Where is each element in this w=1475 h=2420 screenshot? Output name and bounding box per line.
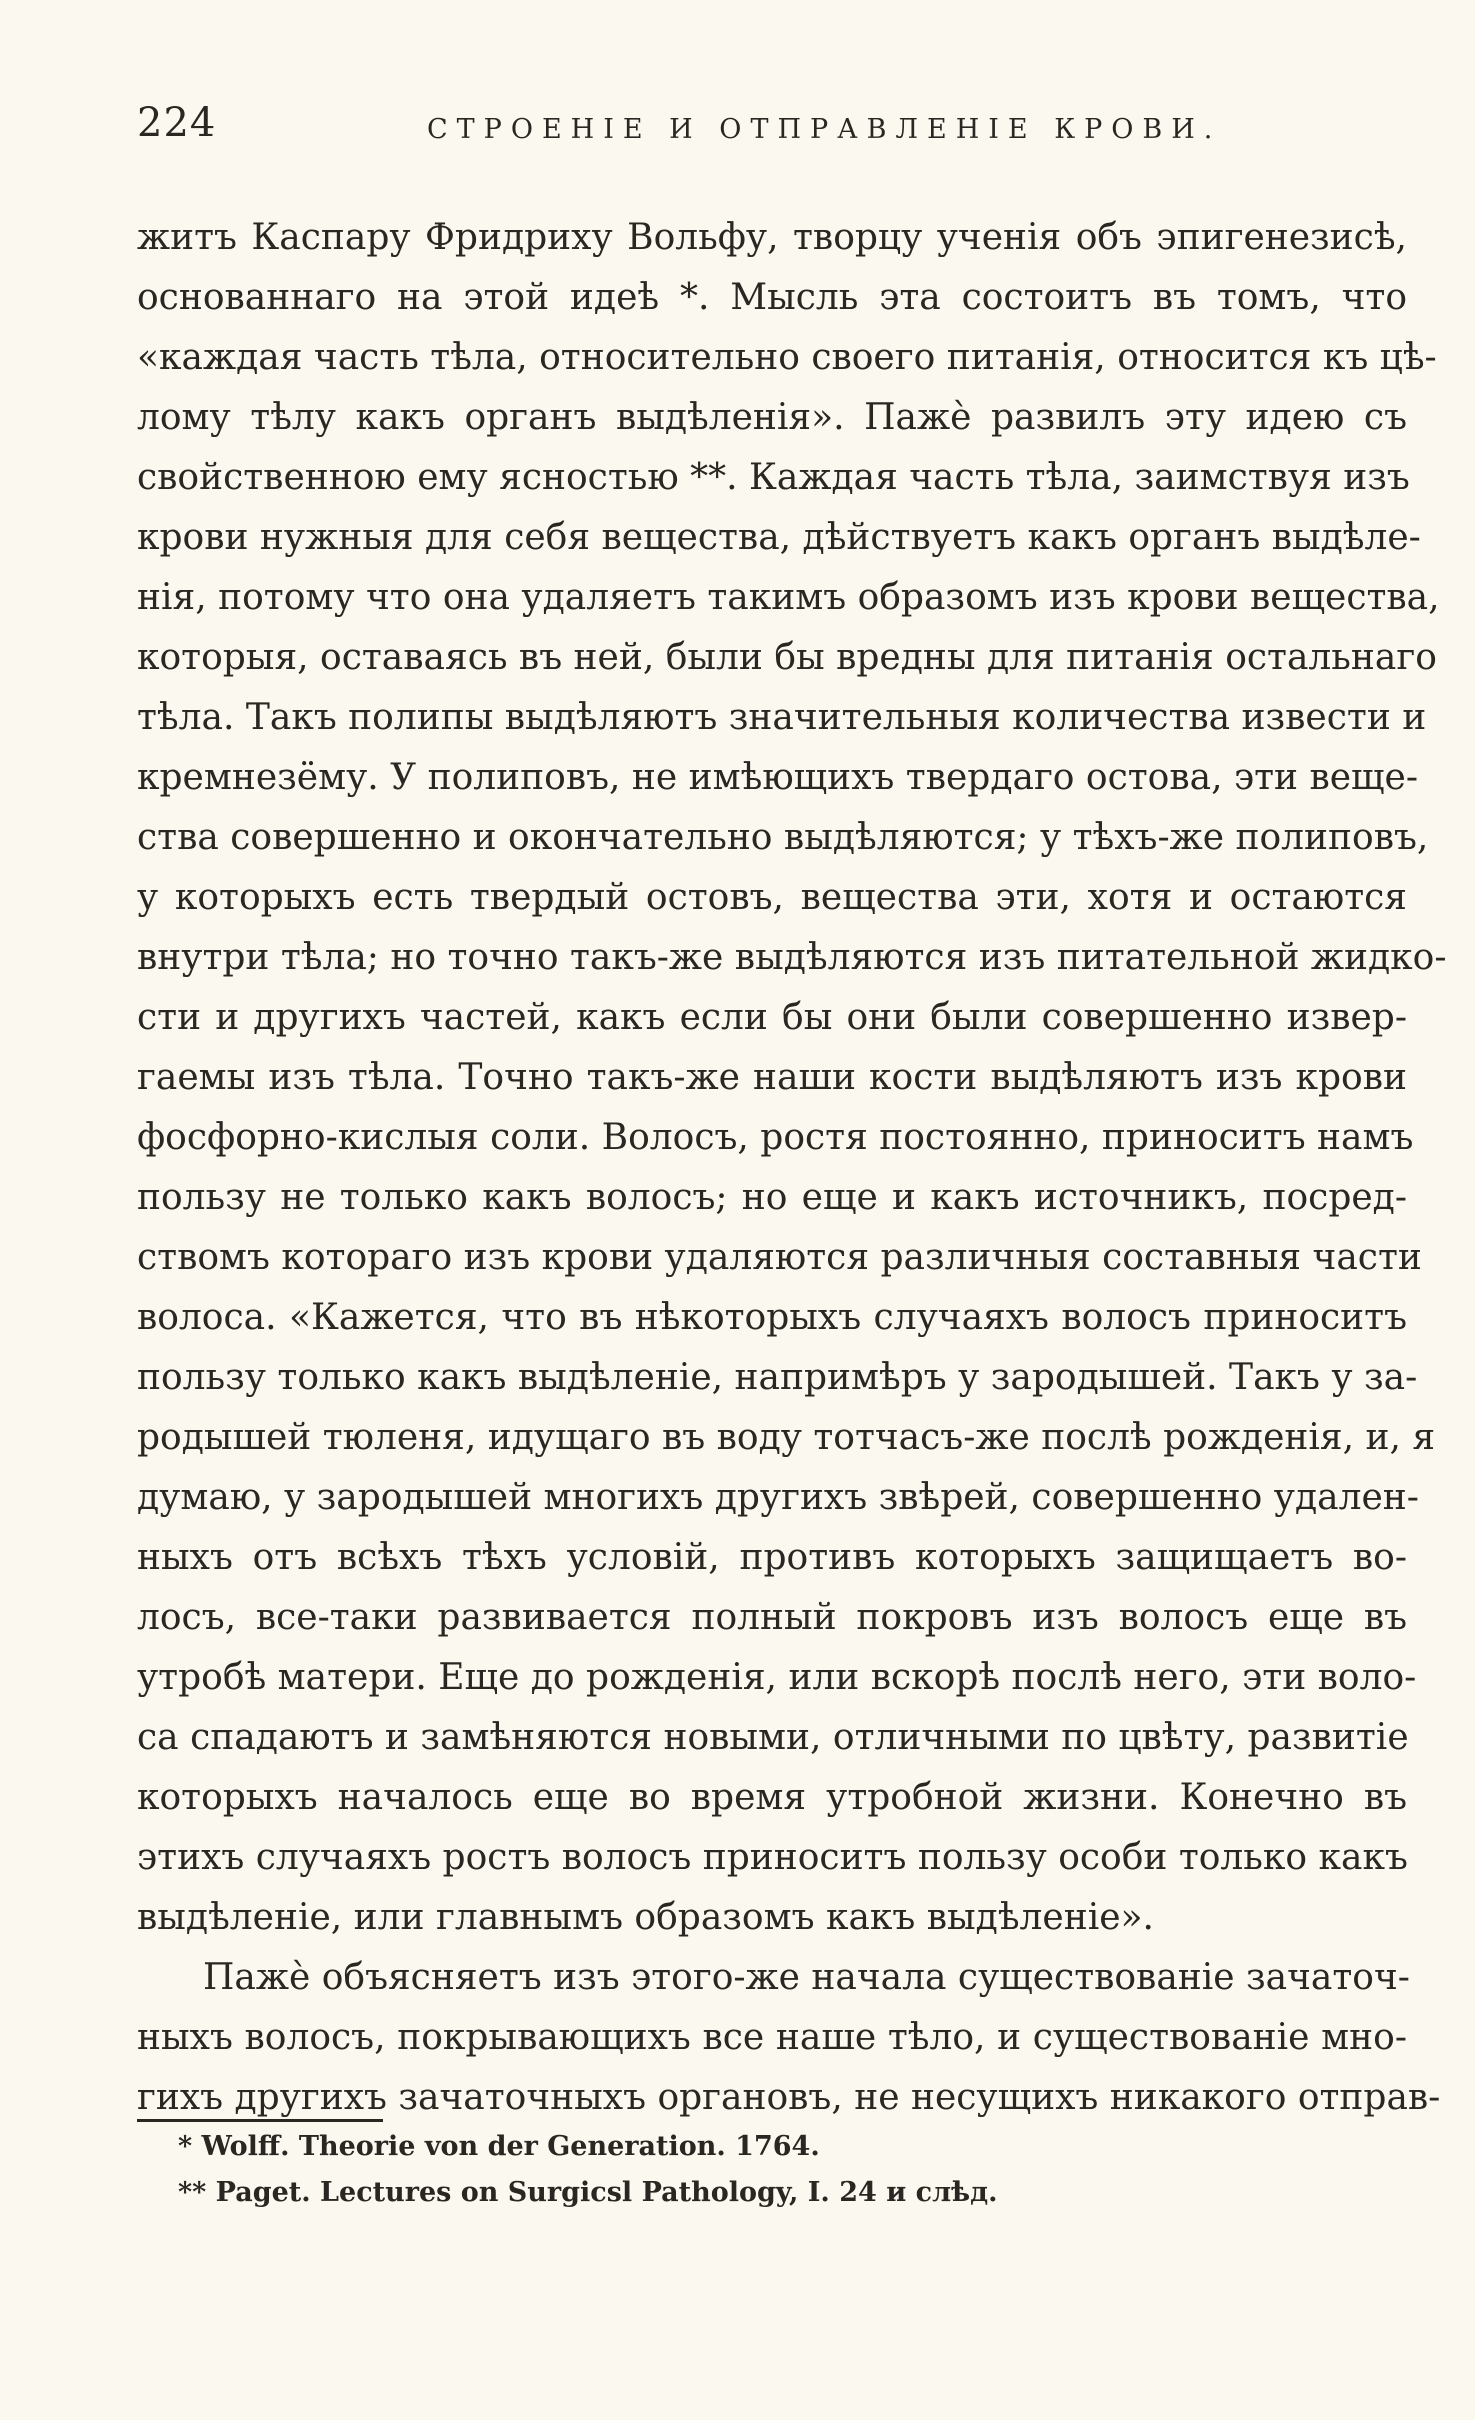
text-line: лому тѣлу какъ органъ выдѣленія». Пажè развилъ эту идею съ [137, 397, 1407, 438]
text-line: нія, потому что она удаляетъ такимъ образомъ изъ крови вещества, [137, 577, 1440, 618]
text-line: тѣла. Такъ полипы выдѣляютъ значительныя количества извести и [137, 697, 1427, 738]
footnote: ** Paget. Lectures on Surgicsl Pathology, I. 24 и слѣд. [178, 2177, 998, 2208]
text-line: выдѣленіе, или главнымъ образомъ какъ выдѣленіе». [137, 1897, 1154, 1938]
text-line: Пажè объясняетъ изъ этого-же начала существованіе зачаточ- [203, 1957, 1410, 1998]
text-line: утробѣ матери. Еще до рожденія, или вскорѣ послѣ него, эти воло- [137, 1657, 1417, 1698]
text-line: «каждая часть тѣла, относительно своего питанія, относится къ цѣ- [137, 337, 1437, 378]
page-number: 224 [137, 100, 217, 146]
footnotes [178, 2124, 1178, 2216]
text-line: основаннаго на этой идеѣ *. Мысль эта состоитъ въ томъ, что [137, 277, 1407, 318]
text-line: житъ Каспару Фридриху Вольфу, творцу ученія объ эпигенезисѣ, [137, 217, 1407, 258]
text-line: лосъ, все-таки развивается полный покровъ изъ волосъ еще въ [137, 1597, 1407, 1638]
footnote-rule [137, 2119, 383, 2122]
text-line: которыхъ началось еще во время утробной жизни. Конечно въ [137, 1777, 1407, 1818]
text-line: у которыхъ есть твердый остовъ, вещества эти, хотя и остаются [137, 877, 1407, 918]
text-line: свойственною ему ясностью **. Каждая часть тѣла, заимствуя изъ [137, 457, 1410, 498]
body-text [137, 208, 1447, 2128]
text-line: этихъ случаяхъ ростъ волосъ приноситъ пользу особи только какъ [137, 1837, 1408, 1878]
text-line: фосфорно-кислыя соли. Волосъ, ростя постоянно, приноситъ намъ [137, 1117, 1414, 1158]
text-line: ныхъ отъ всѣхъ тѣхъ условій, противъ которыхъ защищаетъ во- [137, 1537, 1407, 1578]
text-line: ныхъ волосъ, покрывающихъ все наше тѣло, и существованіе мно- [137, 2017, 1407, 2058]
text-line: ства совершенно и окончательно выдѣляются; у тѣхъ-же полиповъ, [137, 817, 1429, 858]
text-line: внутри тѣла; но точно такъ-же выдѣляются изъ питательной жидко- [137, 937, 1447, 978]
text-line: сти и другихъ частей, какъ если бы они были совершенно извер- [137, 997, 1407, 1038]
text-line: гаемы изъ тѣла. Точно такъ-же наши кости выдѣляютъ изъ крови [137, 1057, 1407, 1098]
running-head: СТРОЕНІЕ И ОТПРАВЛЕНІЕ КРОВИ. [427, 114, 1222, 145]
text-line: ствомъ котораго изъ крови удаляются различныя составныя части [137, 1237, 1422, 1278]
text-line: родышей тюленя, идущаго въ воду тотчасъ-же послѣ рожденія, и, я [137, 1417, 1436, 1458]
page-header [137, 100, 1407, 160]
text-line: думаю, у зародышей многихъ другихъ звѣрей, совершенно удален- [137, 1477, 1419, 1518]
text-line: гихъ другихъ зачаточныхъ органовъ, не несущихъ никакого отправ- [137, 2077, 1441, 2118]
footnote: * Wolff. Theorie von der Generation. 1764. [178, 2131, 820, 2162]
text-line: пользу не только какъ волосъ; но еще и какъ источникъ, посред- [137, 1177, 1407, 1218]
text-line: кремнезёму. У полиповъ, не имѣющихъ твердаго остова, эти веще- [137, 757, 1418, 798]
text-line: пользу только какъ выдѣленіе, напримѣръ у зародышей. Такъ у за- [137, 1357, 1418, 1398]
text-line: волоса. «Кажется, что въ нѣкоторыхъ случаяхъ волосъ приноситъ [137, 1297, 1407, 1338]
text-line: крови нужныя для себя вещества, дѣйствуетъ какъ органъ выдѣле- [137, 517, 1421, 558]
text-line: которыя, оставаясь въ ней, были бы вредны для питанія остальнаго [137, 637, 1437, 678]
text-line: са спадаютъ и замѣняются новыми, отличными по цвѣту, развитіе [137, 1717, 1409, 1758]
